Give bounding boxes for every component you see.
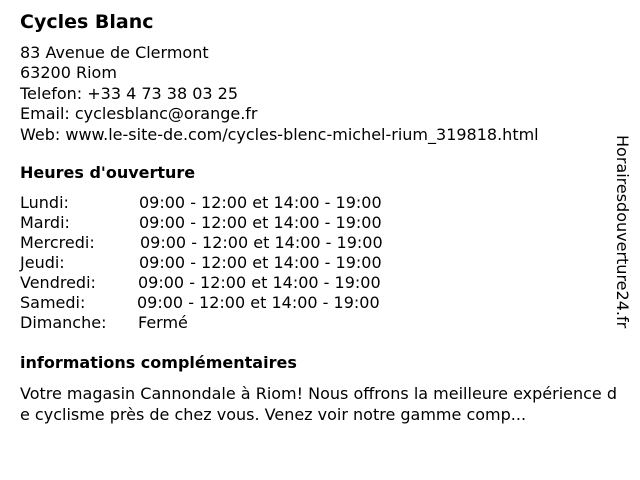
info-heading: informations complémentaires — [20, 353, 297, 372]
day-label: Dimanche: — [20, 313, 107, 332]
hours-row — [20, 313, 440, 333]
day-hours: 09:00 - 12:00 et 14:00 - 19:00 — [140, 233, 383, 252]
web-line[interactable]: Web: www.le-site-de.com/cycles-blenc-michel-rium_319818.html — [20, 124, 539, 144]
hours-row — [20, 253, 440, 273]
phone-line[interactable]: Telefon: +33 4 73 38 03 25 — [20, 83, 239, 103]
address-line: 83 Avenue de Clermont — [20, 43, 209, 62]
hours-row — [20, 193, 440, 213]
hours-table — [20, 193, 440, 333]
email-line[interactable]: Email: cyclesblanc@orange.fr — [20, 104, 258, 124]
day-hours: Fermé — [138, 313, 188, 332]
hours-row — [20, 293, 440, 313]
day-label: Mardi: — [20, 213, 70, 232]
hours-heading: Heures d'ouverture — [20, 163, 196, 182]
hours-row — [20, 233, 440, 253]
day-label: Samedi: — [20, 293, 86, 312]
day-label: Vendredi: — [20, 273, 96, 292]
info-text: Votre magasin Cannondale à Riom! Nous offrons la meilleure expérience de cyclisme près de chez vous. Venez voir notre gamme comp... — [20, 384, 618, 424]
day-hours: 09:00 - 12:00 et 14:00 - 19:00 — [137, 293, 380, 312]
day-hours: 09:00 - 12:00 et 14:00 - 19:00 — [138, 273, 381, 292]
day-hours: 09:00 - 12:00 et 14:00 - 19:00 — [139, 193, 382, 212]
site-watermark: Horairesdouverture24.fr — [613, 135, 632, 329]
day-label: Lundi: — [20, 193, 69, 212]
day-hours: 09:00 - 12:00 et 14:00 - 19:00 — [139, 253, 382, 272]
hours-row — [20, 273, 440, 293]
shop-name: Cycles Blanc — [20, 11, 154, 33]
day-label: Mercredi: — [20, 233, 95, 252]
city-line: 63200 Riom — [20, 63, 117, 83]
hours-row — [20, 213, 440, 233]
contact-block — [20, 43, 539, 145]
day-hours: 09:00 - 12:00 et 14:00 - 19:00 — [139, 213, 382, 232]
day-label: Jeudi: — [20, 253, 65, 272]
